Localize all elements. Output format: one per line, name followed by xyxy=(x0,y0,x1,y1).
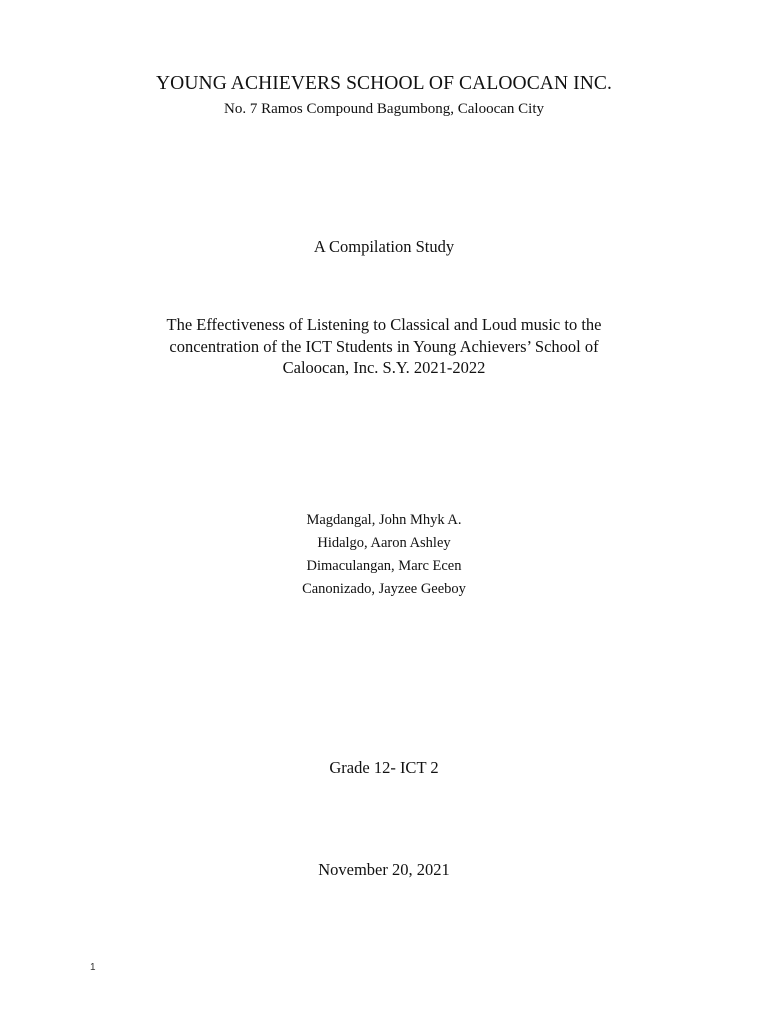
author-name: Hidalgo, Aaron Ashley xyxy=(317,535,451,551)
school-address: No. 7 Ramos Compound Bagumbong, Caloocan City xyxy=(224,101,544,117)
author-name: Canonizado, Jayzee Geeboy xyxy=(302,581,466,597)
author-name: Magdangal, John Mhyk A. xyxy=(306,512,462,528)
page-number: 1 xyxy=(90,962,96,973)
grade-section: Grade 12- ICT 2 xyxy=(329,758,439,777)
author-name: Dimaculangan, Marc Ecen xyxy=(306,558,462,574)
document-title xyxy=(0,314,768,379)
author-list xyxy=(0,509,768,601)
document-type: A Compilation Study xyxy=(313,237,455,256)
title-line: Caloocan, Inc. S.Y. 2021-2022 xyxy=(282,358,486,377)
school-name: YOUNG ACHIEVERS SCHOOL OF CALOOCAN INC. xyxy=(155,73,613,94)
document-date: November 20, 2021 xyxy=(318,860,450,879)
title-line: The Effectiveness of Listening to Classical and Loud music to the xyxy=(166,315,602,334)
title-line: concentration of the ICT Students in Young Achievers’ School of xyxy=(169,336,599,356)
